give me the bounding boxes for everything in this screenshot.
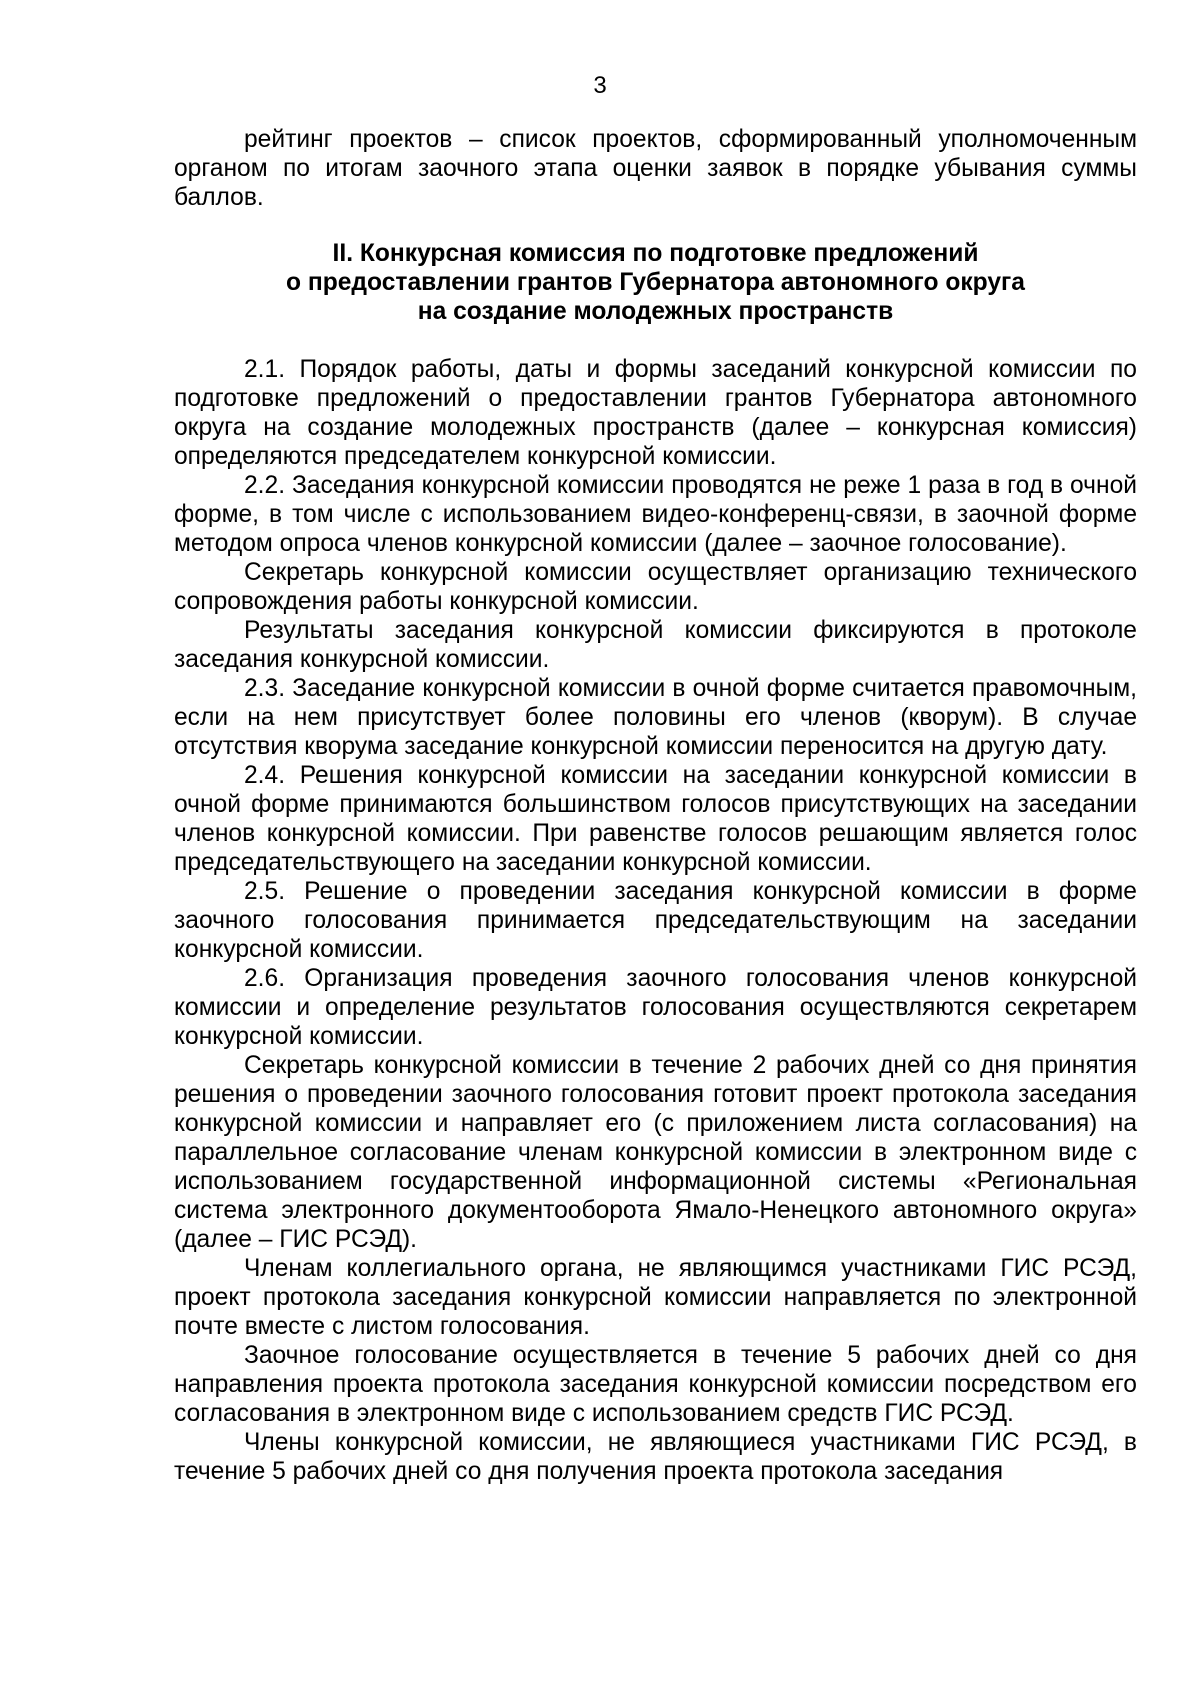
paragraph-absentee-voting: Заочное голосование осуществляется в течение 5 рабочих дней со дня направления проекта протокола заседания конкурсной комиссии посредством его согласования в электронном виде с использованием средств ГИС РСЭД. xyxy=(174,1342,1137,1427)
section-heading-line: о предоставлении грантов Губернатора автономного округа xyxy=(286,269,1025,296)
paragraph-members-not-gis: Члены конкурсной комиссии, не являющиеся участниками ГИС РСЭД, в течение 5 рабочих дней со дня получения проекта протокола заседания xyxy=(174,1429,1137,1485)
paragraph-results: Результаты заседания конкурсной комиссии фиксируются в протоколе заседания конкурсной комиссии. xyxy=(174,617,1137,673)
paragraph-2-3: 2.3. Заседание конкурсной комиссии в очной форме считается правомочным, если на нем присутствует более половины его членов (кворум). В случае отсутствия кворума заседание конкурсной комиссии переносится на другую дату. xyxy=(174,675,1137,760)
paragraph-members-email: Членам коллегиального органа, не являющимся участниками ГИС РСЭД, проект протокола заседания конкурсной комиссии направляется по электронной почте вместе с листом голосования. xyxy=(174,1255,1137,1340)
intro-paragraph: рейтинг проектов – список проектов, сформированный уполномоченным органом по итогам заочного этапа оценки заявок в порядке убывания суммы баллов. xyxy=(174,126,1137,211)
paragraph-2-4: 2.4. Решения конкурсной комиссии на заседании конкурсной комиссии в очной форме принимаются большинством голосов присутствующих на заседании членов конкурсной комиссии. При равенстве голосов решающим является голос председательствующего на заседании конкурсной комиссии. xyxy=(174,762,1137,876)
page-number: 3 xyxy=(593,72,607,99)
section-heading-line: на создание молодежных пространств xyxy=(417,298,894,325)
section-heading-line: II. Конкурсная комиссия по подготовке предложений xyxy=(332,240,979,267)
paragraph-2-1: 2.1. Порядок работы, даты и формы заседаний конкурсной комиссии по подготовке предложений о предоставлении грантов Губернатора автономного округа на создание молодежных пространств (далее – конкурсная комиссия) определяются председателем конкурсной комиссии. xyxy=(174,356,1137,470)
paragraph-secretary-protocol: Секретарь конкурсной комиссии в течение 2 рабочих дней со дня принятия решения о проведении заочного голосования готовит проект протокола заседания конкурсной комиссии и направляет его (с приложением листа согласования) на параллельное согласование членам конкурсной комиссии в электронном виде с использованием государственной информационной системы «Региональная система электронного документооборота Ямало-Ненецкого автономного округа» (далее – ГИС РСЭД). xyxy=(174,1052,1137,1253)
document-body xyxy=(174,125,1137,1486)
paragraph-2-5: 2.5. Решение о проведении заседания конкурсной комиссии в форме заочного голосования принимается председательствующим на заседании конкурсной комиссии. xyxy=(174,878,1137,963)
section-heading xyxy=(174,239,1137,326)
paragraph-secretary: Секретарь конкурсной комиссии осуществляет организацию технического сопровождения работы конкурсной комиссии. xyxy=(174,559,1137,615)
paragraph-2-6: 2.6. Организация проведения заочного голосования членов конкурсной комиссии и определение результатов голосования осуществляются секретарем конкурсной комиссии. xyxy=(174,965,1137,1050)
paragraph-2-2: 2.2. Заседания конкурсной комиссии проводятся не реже 1 раза в год в очной форме, в том числе с использованием видео-конференц-связи, в заочной форме методом опроса членов конкурсной комиссии (далее – заочное голосование). xyxy=(174,472,1137,557)
